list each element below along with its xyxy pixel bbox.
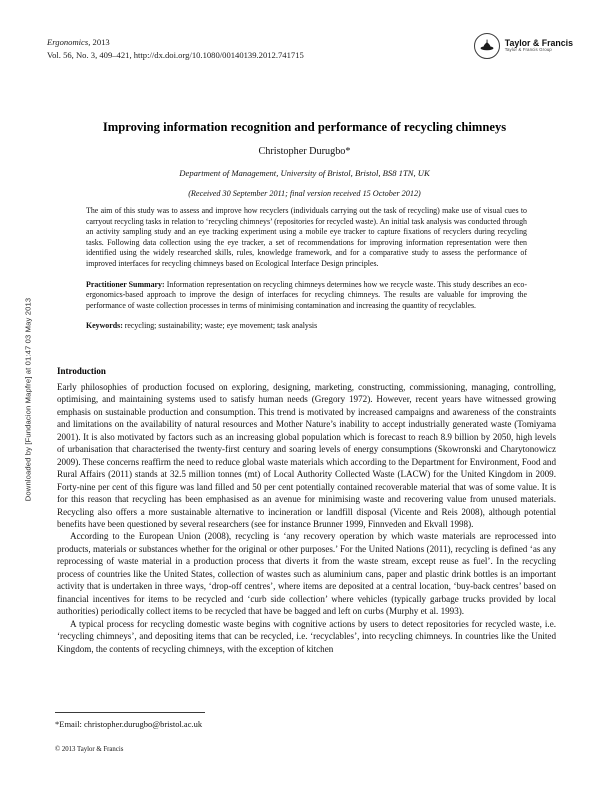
journal-citation-line: Vol. 56, No. 3, 409–421, http://dx.doi.org/10.1080/00140139.2012.741715 — [47, 49, 304, 60]
journal-title-line — [47, 36, 304, 49]
body-paragraph: According to the European Union (2008), recycling is ‘any recovery operation by which waste materials are reprocessed into products, materials or substances whether for the original or other purposes.’ For the United Nations (2011), recycling is defined ‘as any reprocessing of waste material in a production process that diverts it from the waste stream, except reuse as fuel’. In the recycling process of countries like the United States, collection of wastes such as aluminium cans, paper and plastic drink bottles is an important activity that is undertaken in three ways, ‘drop-off centres’, where items are deposited at a central location, ‘buy-back centres’ based on financial incentives for items to be recycled and ‘curb side collection’ where vehicles (typically garbage trucks provided by local authorities) periodically collect items to be recycled that have be bagged and left on curbs (Murphy et al. 1993). — [57, 531, 556, 617]
body-paragraph: A typical process for recycling domestic waste begins with cognitive actions by users to detect repositories for recycled waste, i.e. ‘recycling chimneys’, and depositing items that can be recycled, i.e. ‘recyclables’, into recycling chimneys. In countries like the United Kingdom, the contents of recycling chimneys, with the exception of kitchen — [57, 618, 556, 654]
body-column — [57, 381, 556, 655]
title-block — [62, 120, 547, 198]
author-affiliation: Department of Management, University of Bristol, Bristol, BS8 1TN, UK — [179, 167, 430, 178]
section-heading-introduction: Introduction — [57, 366, 106, 376]
footnote-divider — [55, 712, 205, 713]
keywords-label: Keywords: — [86, 321, 123, 331]
publisher-name: Taylor & Francis — [504, 38, 573, 49]
keywords-list: recycling; sustainability; waste; eye movement; task analysis — [122, 321, 318, 331]
journal-header — [47, 36, 304, 61]
corresponding-author-email: *Email: christopher.durugbo@bristol.ac.uk — [55, 719, 203, 729]
practitioner-summary-label: Practitioner Summary: — [86, 279, 165, 289]
download-watermark: Downloaded by [Fundacion Mapfre] at 01:47 03 May 2013 — [23, 297, 33, 502]
taylor-francis-roundel-icon — [474, 33, 500, 59]
copyright-notice: © 2013 Taylor & Francis — [55, 746, 124, 753]
author-name: Christopher Durugbo* — [258, 145, 351, 157]
publisher-logo — [474, 33, 573, 59]
practitioner-summary — [86, 280, 527, 312]
journal-year: 2013 — [92, 37, 110, 47]
journal-name: Ergonomics, — [47, 37, 91, 47]
publisher-wordmark — [505, 39, 573, 53]
received-dates: (Received 30 September 2011; final version received 15 October 2012) — [188, 188, 421, 198]
publisher-tagline: Taylor & Francis Group — [504, 47, 552, 53]
body-paragraph: Early philosophies of production focused on exploring, designing, marketing, constructing, commissioning, managing, controlling, optimising, and maintaining systems used to satisfy human needs (Gregory 1972). However, recent years have witnessed growing emphasis on sustainable production and consumption. This trend is motivated by increased campaigns and awareness of the constraints and limitations on the availability of natural resources and Mother Nature’s inability to accept industrially generated waste (Tomiyama 2001). It is also motivated by factors such as an increasing global population which is forecast to reach 8.9 billion by 2050, high levels of urbanisation that characterised the twenty-first century and soaring levels of energy consumptions (Skowronski and Charytonowicz 2009). These concerns reaffirm the need to reduce global waste materials which according to the Department for Environment, Food and Rural Affairs (2011) stands at 32.5 million tonnes (mt) of Local Authority Collected Waste (LACW) for the United Kingdom in 2009. Forty-nine per cent of this figure was land filled and 50 per cent potentially contained recoverable material that was of some value. It is for this reason that recycling has been emphasised as an avenue for minimising waste and recovering value from unused materials. Recycling also offers a more sustainable alternative to incineration or landfill disposal (Vicente and Reis 2008), although potential benefits have been questioned by several researchers (see for instance Brunner 1999, Finnveden and Ekvall 1998). — [57, 382, 556, 529]
abstract-text: The aim of this study was to assess and improve how recyclers (individuals carrying out the task of recycling) make use of visual cues to carryout recycling tasks in relation to ‘recycling chimneys’ (repositories for recycled waste). An initial task analysis was conducted through an activity sampling study and an eye tracking experiment using a mobile eye tracker to capture fixations of recyclers during recycling tasks. Following data collection using the eye tracker, a set of recommendations for improving information representation were then identified using the widely researched skills, rules, knowledge framework, and for a comparative study to assess the performance of improved interfaces for recycling chimneys based on Ecological Interface Design principles. — [86, 206, 527, 268]
practitioner-summary-text: Information representation on recycling chimneys determines how we recycle waste. This study describes an eco-ergonomics-based approach to improve the design of interfaces for recycling chimneys. The results are valuable for improving the performance of waste collection processes in terms of minimising contamination and increasing the quantity of recyclables. — [86, 279, 527, 310]
abstract-block — [86, 206, 527, 332]
keywords — [86, 321, 527, 332]
page-title: Improving information recognition and performance of recycling chimneys — [102, 120, 507, 134]
